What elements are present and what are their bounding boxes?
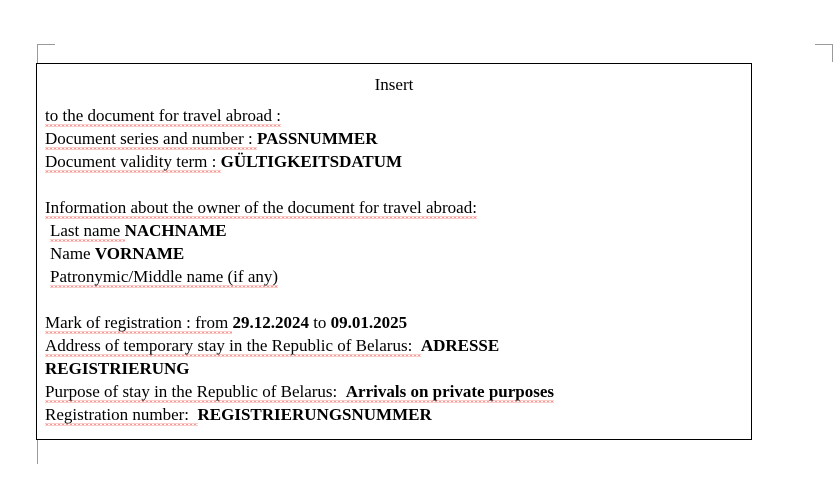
text-line-purpose-of-stay: [45, 380, 743, 403]
text-run: GÜLTIGKEITSDATUM: [220, 152, 403, 171]
text-line-registration-number: [45, 403, 743, 426]
text-line-last-name: [45, 219, 743, 242]
text-run: REGISTRIERUNG: [45, 359, 190, 378]
document-body: [45, 104, 743, 426]
text-line-document-validity-term: [45, 150, 743, 173]
text-run: Name: [50, 244, 95, 263]
text-line-name: [45, 242, 743, 265]
text-run: 09.01.2025: [330, 313, 408, 332]
text-line-owner-information-heading: [45, 196, 743, 219]
page-title: Insert: [374, 75, 414, 94]
text-run: Registration number:: [45, 405, 198, 424]
text-run: Last name: [50, 221, 125, 240]
text-run: PASSNUMMER: [256, 129, 378, 148]
page-margin-corner-top-left: [37, 44, 55, 45]
text-run: Purpose of stay in the Republic of Belarus:: [45, 382, 346, 401]
insert-text-box[interactable]: [36, 63, 752, 440]
text-run: NACHNAME: [124, 221, 227, 240]
text-run: Document series and number :: [45, 129, 257, 148]
insert-text-box-content: [37, 64, 751, 426]
text-run: REGISTRIERUNGSNUMMER: [197, 405, 432, 424]
text-run: Address of temporary stay in the Republic of Belarus:: [45, 336, 421, 355]
blank-line: [45, 288, 743, 311]
text-line-address-temporary-stay-cont: [45, 357, 743, 380]
text-line-mark-of-registration: [45, 311, 743, 334]
text-run: 29.12.2024: [232, 313, 309, 332]
blank-line: [45, 173, 743, 196]
text-run: to the document for travel abroad :: [45, 106, 282, 125]
text-run: to: [308, 313, 331, 332]
text-run: Information about the owner of the document for travel abroad:: [45, 198, 477, 217]
text-line-address-temporary-stay: [45, 334, 743, 357]
text-run: Patronymic/Middle name (if any): [50, 267, 279, 286]
text-run: Mark of registration : from: [45, 313, 233, 332]
text-run: ADRESSE: [420, 336, 500, 355]
text-run: Arrivals on private purposes: [345, 382, 555, 401]
text-line-travel-abroad-label: [45, 104, 743, 127]
text-line-document-series-number: [45, 127, 743, 150]
text-run: Document validity term :: [45, 152, 221, 171]
page-margin-corner-top-right: [815, 44, 833, 45]
text-line-patronymic-middle-name: [45, 265, 743, 288]
text-run: VORNAME: [94, 244, 185, 263]
